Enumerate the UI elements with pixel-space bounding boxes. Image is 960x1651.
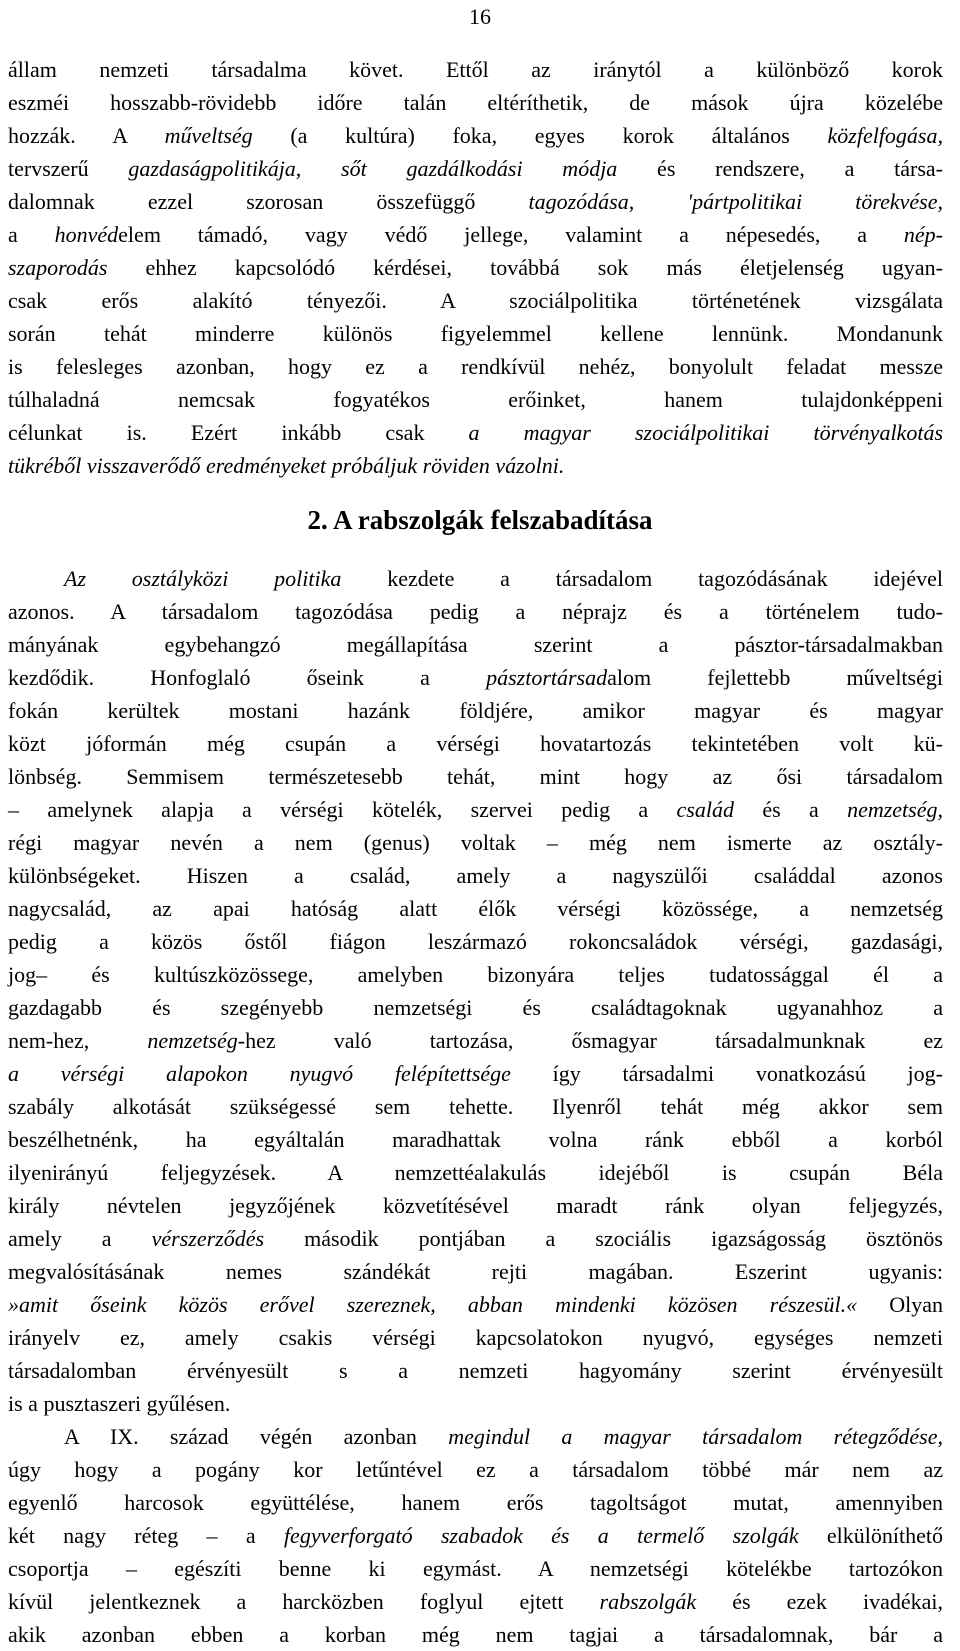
text-line: dalomnak ezzel szorosan összefüggő tagozódása, 'pártpolitikai törekvése, (8, 189, 943, 214)
text-line: A IX. század végén azonban megindul a magyar társadalom rétegződése, (64, 1424, 943, 1449)
text-line: túlhaladná nemcsak fogyatékos erőinket, hanem tulajdonképpeni (8, 387, 943, 412)
text-line: amely a vérszerződés második pontjában a szociális igazságosság ösztönös (8, 1226, 943, 1251)
text-line: fokán kerültek mostani hazánk földjére, amikor magyar és magyar (8, 698, 943, 723)
text-line: Az osztályközi politika kezdete a társadalom tagozódásának idejével (64, 566, 944, 591)
text-line: szaporodás ehhez kapcsolódó kérdései, továbbá sok más életjelenség ugyan- (8, 255, 943, 280)
text-line: beszélhetnénk, ha egyáltalán maradhattak volna ránk ebből a korból (8, 1127, 943, 1152)
text-line: jog– és kultúszközössege, amelyben bizonyára teljes tudatossággal él a (8, 962, 943, 987)
paragraph-intro (8, 53, 943, 482)
text-line: tervszerű gazdaságpolitikája, sőt gazdálkodási módja és rendszere, a társa- (8, 156, 943, 181)
text-line: azonos. A társadalom tagozódása pedig a néprajz és a történelem tudo- (8, 599, 943, 624)
text-line: kívül jelentkeznek a harcközben foglyul ejtett rabszolgák és ezek ivadékai, (8, 1589, 943, 1614)
text-line: állam nemzeti társadalma követ. Ettől az iránytól a különböző korok (8, 57, 943, 82)
text-line: király névtelen jegyzőjének közvetítésével maradt ránk olyan feljegyzés, (8, 1193, 943, 1218)
text-line: tükréből visszaverődő eredményeket próbáljuk röviden vázolni. (8, 453, 565, 478)
text-line: nagycsalád, az apai hatóság alatt élők vérségi közössége, a nemzetség (8, 896, 943, 921)
text-line: »amit őseink közös erővel szereznek, abban mindenki közösen részesül.« Olyan (8, 1292, 943, 1317)
text-line: két nagy réteg – a fegyverforgató szabadok és a termelő szolgák elkülöníthető (8, 1523, 944, 1548)
text-line: irányelv ez, amely csakis vérségi kapcsolatokon nyugvó, egységes nemzeti (8, 1325, 943, 1350)
text-line: közt jóformán még csupán a vérségi hovatartozás tekintetében volt kü- (8, 731, 943, 756)
paragraph-class-politics (8, 562, 943, 1420)
text-line: célunkat is. Ezért inkább csak a magyar szociálpolitikai törvényalkotás (8, 420, 943, 445)
text-line: a vérségi alapokon nyugvó felépítettsége így társadalmi vonatkozású jog- (8, 1061, 943, 1086)
text-line: csoportja – egészíti benne ki egymást. A nemzetségi kötelékbe tartozókon (8, 1556, 943, 1581)
text-line: megvalósításának nemes szándékát rejti magában. Eszerint ugyanis: (8, 1259, 943, 1284)
text-line: is felesleges azonban, hogy ez a rendkívül nehéz, bonyolult feladat messze (8, 354, 943, 379)
text-line: mányának egybehangzó megállapítása szerint a pásztor-társadalmakban (8, 632, 943, 657)
text-line: régi magyar nevén a nem (genus) voltak – még nem ismerte az osztály- (8, 830, 943, 855)
text-line: a honvédelem támadó, vagy védő jellege, valamint a népesedés, a nép- (8, 222, 943, 247)
text-line: különbségeket. Hiszen a család, amely a nagyszülői családdal azonos (8, 863, 943, 888)
text-line: – amelynek alapja a vérségi kötelék, szervei pedig a család és a nemzetség, (8, 797, 943, 822)
text-line: nem-hez, nemzetség-hez való tartozása, ősmagyar társadalmunknak ez (8, 1028, 944, 1053)
text-line: csak erős alakító tényezői. A szociálpolitika történetének vizsgálata (8, 288, 943, 313)
paragraph-ninth-century (8, 1420, 943, 1651)
text-line: egyenlő harcosok együttélése, hanem erős tagoltságot mutat, amennyiben (8, 1490, 943, 1515)
text-line: eszméi hosszabb-rövidebb időre talán eltéríthetik, de mások újra közelébe (8, 90, 943, 115)
page-number: 16 (469, 4, 491, 29)
text-line: úgy hogy a pogány kor letűntével ez a társadalom többé már nem az (8, 1457, 943, 1482)
text-line: akik azonban ebben a korban még nem tagjai a társadalomnak, bár a (8, 1622, 943, 1647)
text-line: lönbség. Semmisem természetesebb tehát, mint hogy az ősi társadalom (8, 764, 943, 789)
text-line: szabály alkotását szükségessé sem tehette. Ilyenről tehát még akkor sem (8, 1094, 943, 1119)
section-heading: 2. A rabszolgák felszabadítása (307, 505, 653, 535)
text-line: során tehát minderre különös figyelemmel kellene lennünk. Mondanunk (8, 321, 943, 346)
text-line: hozzák. A műveltség (a kultúra) foka, egyes korok általános közfelfogása, (8, 123, 943, 148)
text-line: pedig a közös őstől fiágon leszármazó rokoncsaládok vérségi, gazdasági, (8, 929, 943, 954)
text-line: gazdagabb és szegényebb nemzetségi és családtagoknak ugyanahhoz a (8, 995, 943, 1020)
text-line: kezdődik. Honfoglaló őseink a pásztortársadalom fejlettebb műveltségi (8, 665, 943, 690)
text-line: is a pusztaszeri gyűlésen. (8, 1391, 231, 1416)
text-line: társadalomban érvényesült s a nemzeti hagyomány szerint érvényesült (8, 1358, 943, 1383)
text-line: ilyenirányú feljegyzések. A nemzettéalakulás idejéből is csupán Béla (8, 1160, 943, 1185)
